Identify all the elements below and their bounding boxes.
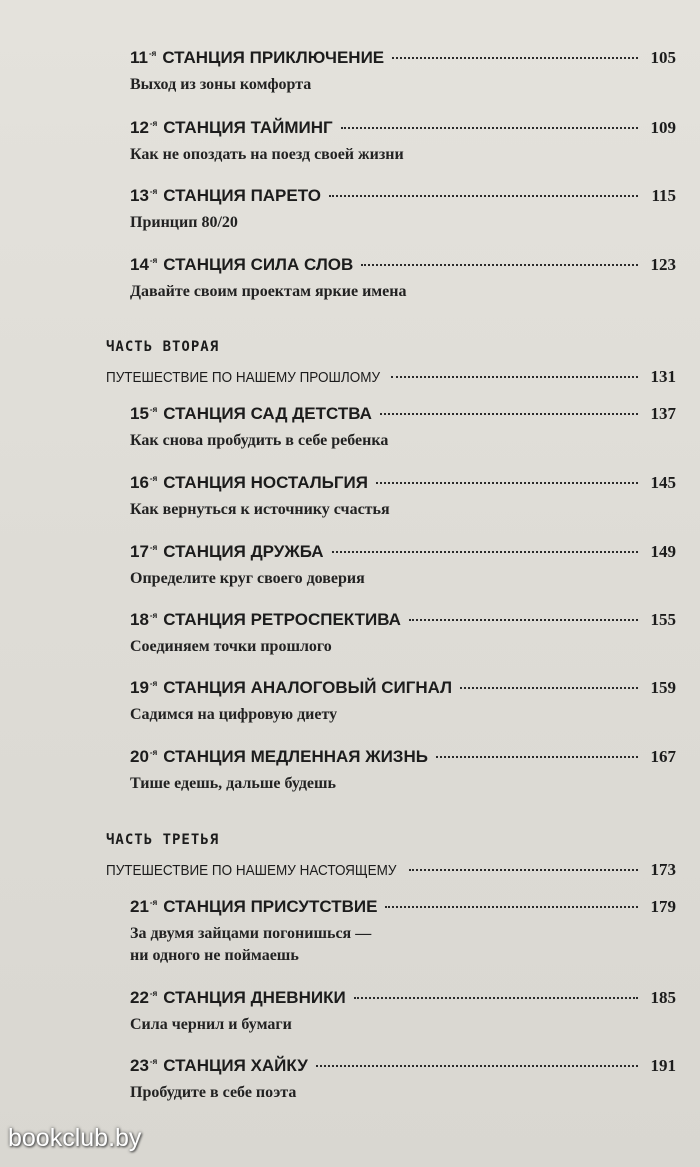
chapter-number: $16^{-я}$ [130, 473, 158, 492]
chapter-title: СТАНЦИЯ ПАРЕТО [163, 186, 321, 205]
chapter-title: СТАНЦИЯ МЕДЛЕННАЯ ЖИЗНЬ [163, 747, 428, 766]
part-title: ПУТЕШЕСТВИЕ ПО НАШЕМУ НАСТОЯЩЕМУ [106, 862, 397, 879]
chapter-number: $17^{-я}$ [130, 542, 158, 561]
chapter-number: $13^{-я}$ [130, 186, 158, 205]
page-number: 179 [650, 897, 676, 916]
chapter-title: СТАНЦИЯ ПРИКЛЮЧЕНИЕ [162, 48, 385, 67]
chapter-title: СТАНЦИЯ САД ДЕТСТВА [163, 404, 372, 423]
page-number: 185 [650, 988, 676, 1007]
toc-entry [130, 678, 676, 726]
chapter-subtitle: ни одного не поймаешь [130, 947, 299, 964]
chapter-number: $15^{-я}$ [130, 404, 158, 423]
chapter-subtitle: Принцип 80/20 [130, 214, 238, 231]
chapter-title: СТАНЦИЯ ХАЙКУ [163, 1056, 308, 1075]
chapter-subtitle: Как вернуться к источнику счастья [130, 501, 390, 518]
chapter-title: СТАНЦИЯ ДНЕВНИКИ [163, 988, 346, 1007]
part-label: ЧАСТЬ ВТОРАЯ [106, 339, 220, 355]
page-number: 145 [650, 473, 676, 492]
chapter-number: $21^{-я}$ [130, 897, 158, 916]
page-number: 173 [650, 860, 676, 879]
chapter-number: $11^{-я}$ [130, 48, 157, 67]
dot-leader [341, 127, 638, 129]
chapter-subtitle: Выход из зоны комфорта [130, 76, 312, 93]
toc-entry [130, 542, 676, 590]
chapter-title: СТАНЦИЯ ПРИСУТСТВИЕ [163, 897, 378, 916]
chapter-subtitle: Садимся на цифровую диету [130, 706, 338, 723]
part-title: ПУТЕШЕСТВИЕ ПО НАШЕМУ ПРОШЛОМУ [106, 369, 381, 386]
dot-leader [332, 551, 638, 553]
dot-leader [329, 195, 638, 197]
chapter-title: СТАНЦИЯ ТАЙМИНГ [163, 118, 333, 137]
chapter-number: $12^{-я}$ [130, 118, 158, 137]
page-number: 105 [650, 48, 676, 67]
dot-leader [409, 869, 638, 871]
dot-leader [354, 997, 638, 999]
chapter-subtitle: Сила чернил и бумаги [130, 1016, 292, 1033]
page-number: 155 [650, 610, 676, 629]
toc-entry [130, 610, 676, 658]
chapter-title: СТАНЦИЯ РЕТРОСПЕКТИВА [163, 610, 401, 629]
page-number: 115 [651, 186, 676, 205]
chapter-title: СТАНЦИЯ АНАЛОГОВЫЙ СИГНАЛ [163, 678, 453, 697]
dot-leader [361, 264, 638, 266]
chapter-subtitle: Давайте своим проектам яркие имена [130, 283, 407, 300]
toc-entry [130, 1056, 676, 1104]
dot-leader [385, 906, 638, 908]
dot-leader [376, 482, 638, 484]
chapter-subtitle: Как снова пробудить в себе ребенка [130, 432, 389, 449]
chapter-title: СТАНЦИЯ НОСТАЛЬГИЯ [163, 473, 368, 492]
dot-leader [409, 619, 638, 621]
page-number: 167 [650, 747, 676, 766]
page-number: 123 [650, 255, 676, 274]
page-number: 131 [650, 367, 676, 386]
dot-leader [436, 756, 638, 758]
page-number: 191 [650, 1056, 676, 1075]
chapter-number: $14^{-я}$ [130, 255, 158, 274]
page-number: 109 [650, 118, 676, 137]
toc-entry [130, 118, 676, 166]
dot-leader [392, 57, 638, 59]
chapter-subtitle: Определите круг своего доверия [130, 570, 365, 587]
chapter-subtitle: Пробудите в себе поэта [130, 1084, 297, 1101]
toc-entry [130, 747, 676, 795]
dot-leader [460, 687, 638, 689]
toc-entry [130, 48, 676, 96]
toc-entry [130, 255, 676, 303]
page-number: 149 [650, 542, 676, 561]
toc-entry [130, 473, 676, 521]
chapter-subtitle: За двумя зайцами погонишься — [130, 925, 372, 942]
toc-entry [130, 186, 676, 234]
chapter-subtitle: Как не опоздать на поезд своей жизни [130, 146, 404, 163]
dot-leader [380, 413, 638, 415]
chapter-number: $22^{-я}$ [130, 988, 158, 1007]
page-number: 159 [650, 678, 676, 697]
chapter-title: СТАНЦИЯ СИЛА СЛОВ [163, 255, 354, 274]
chapter-title: СТАНЦИЯ ДРУЖБА [163, 542, 324, 561]
toc-entry [130, 404, 676, 452]
part-title-line [106, 367, 676, 387]
toc-entry [130, 897, 676, 967]
chapter-number: $18^{-я}$ [130, 610, 158, 629]
chapter-number: $20^{-я}$ [130, 747, 158, 766]
page-number: 137 [650, 404, 676, 423]
chapter-subtitle: Тише едешь, дальше будешь [130, 775, 336, 792]
part-title-line [106, 860, 676, 880]
chapter-number: $23^{-я}$ [130, 1056, 158, 1075]
chapter-number: $19^{-я}$ [130, 678, 158, 697]
chapter-subtitle: Соединяем точки прошлого [130, 638, 332, 655]
dot-leader [391, 376, 639, 378]
part-label: ЧАСТЬ ТРЕТЬЯ [106, 832, 220, 848]
site-watermark: bookclub.by [8, 1124, 142, 1152]
toc-entry [130, 988, 676, 1036]
dot-leader [316, 1065, 638, 1067]
